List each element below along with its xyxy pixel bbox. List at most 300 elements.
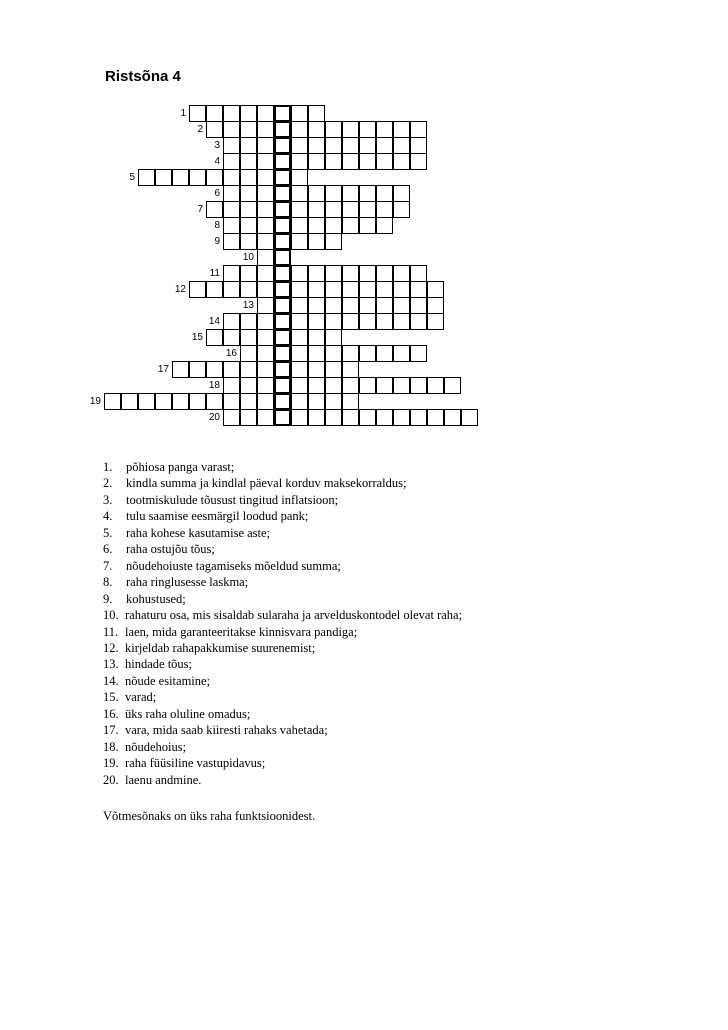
crossword-cell[interactable] [121,393,138,410]
crossword-cell[interactable] [342,185,359,202]
crossword-cell[interactable] [308,281,325,298]
crossword-cell[interactable] [427,377,444,394]
crossword-cell[interactable] [393,153,410,170]
crossword-cell[interactable] [291,297,308,314]
clue-number: 12. [103,640,119,655]
crossword-cell[interactable] [257,393,274,410]
clue-number: 17. [103,723,119,738]
crossword-cell[interactable] [393,201,410,218]
clue-text: laen, mida garanteeritakse kinnisvara pandiga; [125,624,358,639]
crossword-cell[interactable] [376,153,393,170]
crossword-cell[interactable] [240,169,257,186]
crossword-cell[interactable] [393,313,410,330]
crossword-cell[interactable] [410,121,427,138]
crossword-cell[interactable] [257,137,274,154]
crossword-cell[interactable] [240,281,257,298]
crossword-cell[interactable] [410,345,427,362]
crossword-cell[interactable] [257,201,274,218]
crossword-cell[interactable] [308,393,325,410]
clue-number: 9. [103,591,113,606]
crossword-cell[interactable] [410,313,427,330]
crossword-cell[interactable] [359,281,376,298]
clue-number: 3. [103,492,113,507]
clue-text: vara, mida saab kiiresti rahaks vahetada; [125,723,328,738]
clue-number: 19. [103,756,119,771]
crossword-cell[interactable] [325,217,342,234]
clue-number: 11. [103,624,119,639]
clue-item [103,591,462,607]
crossword-cell[interactable] [359,217,376,234]
clue-item [103,574,462,590]
crossword-cell[interactable] [359,201,376,218]
crossword-cell[interactable] [342,297,359,314]
crossword-cell[interactable] [104,393,121,410]
crossword-cell[interactable] [223,233,240,250]
crossword-cell[interactable] [257,409,274,426]
crossword-cell[interactable] [240,185,257,202]
crossword-cell[interactable] [172,361,189,378]
clue-item [103,689,462,705]
page-title: Ristsõna 4 [105,68,181,85]
clue-item [103,772,462,788]
clue-number: 2. [103,476,113,491]
crossword-cell[interactable] [308,233,325,250]
crossword-cell[interactable] [342,345,359,362]
crossword-cell[interactable] [257,281,274,298]
crossword-cell[interactable] [257,169,274,186]
crossword-cell[interactable] [291,233,308,250]
crossword-cell[interactable] [172,169,189,186]
crossword-cell[interactable] [240,345,257,362]
crossword-cell[interactable] [410,281,427,298]
clue-item [103,525,462,541]
clue-text: raha ringlusesse laskma; [126,575,249,590]
crossword-cell[interactable] [240,137,257,154]
crossword-cell[interactable] [359,185,376,202]
crossword-cell[interactable] [172,393,189,410]
crossword-cell[interactable] [308,153,325,170]
key-cell[interactable] [274,329,291,346]
row-number: 13 [242,300,254,311]
crossword-cell[interactable] [291,377,308,394]
crossword-cell[interactable] [291,329,308,346]
crossword-cell[interactable] [308,201,325,218]
crossword-cell[interactable] [342,121,359,138]
key-cell[interactable] [274,361,291,378]
crossword-cell[interactable] [359,137,376,154]
key-cell[interactable] [274,137,291,154]
clue-text: nõudehoiuste tagamiseks mõeldud summa; [126,558,341,573]
crossword-cell[interactable] [257,217,274,234]
clue-item [103,673,462,689]
crossword-cell[interactable] [189,169,206,186]
crossword-cell[interactable] [444,377,461,394]
crossword-cell[interactable] [376,217,393,234]
clue-text: laenu andmine. [125,772,202,787]
key-cell[interactable] [274,297,291,314]
clue-item [103,459,462,475]
crossword-cell[interactable] [325,409,342,426]
crossword-cell[interactable] [240,313,257,330]
clue-number: 14. [103,673,119,688]
crossword-cell[interactable] [206,201,223,218]
crossword-cell[interactable] [308,361,325,378]
crossword-cell[interactable] [376,313,393,330]
row-number: 4 [214,156,220,167]
crossword-cell[interactable] [325,313,342,330]
crossword-cell[interactable] [257,153,274,170]
crossword-cell[interactable] [308,377,325,394]
crossword-cell[interactable] [240,105,257,122]
crossword-cell[interactable] [325,121,342,138]
crossword-cell[interactable] [342,137,359,154]
crossword-cell[interactable] [240,217,257,234]
row-number: 14 [208,316,220,327]
key-cell[interactable] [274,345,291,362]
crossword-cell[interactable] [325,329,342,346]
crossword-cell[interactable] [223,361,240,378]
crossword-cell[interactable] [427,409,444,426]
crossword-cell[interactable] [257,361,274,378]
clue-number: 15. [103,690,119,705]
crossword-cell[interactable] [376,377,393,394]
crossword-cell[interactable] [410,409,427,426]
crossword-cell[interactable] [359,153,376,170]
clue-text: hindade tõus; [125,657,193,672]
crossword-cell[interactable] [410,153,427,170]
row-number: 2 [197,124,203,135]
crossword-cell[interactable] [376,201,393,218]
clue-number: 4. [103,509,113,524]
crossword-cell[interactable] [155,393,172,410]
crossword-cell[interactable] [291,137,308,154]
crossword-cell[interactable] [342,361,359,378]
crossword-cell[interactable] [291,217,308,234]
crossword-cell[interactable] [393,121,410,138]
clue-item [103,607,462,623]
row-number: 5 [129,172,135,183]
crossword-cell[interactable] [223,201,240,218]
key-cell[interactable] [274,377,291,394]
crossword-cell[interactable] [359,345,376,362]
crossword-cell[interactable] [325,281,342,298]
key-cell[interactable] [274,121,291,138]
clue-number: 6. [103,542,113,557]
crossword-cell[interactable] [291,201,308,218]
crossword-cell[interactable] [308,105,325,122]
crossword-cell[interactable] [257,345,274,362]
crossword-cell[interactable] [240,121,257,138]
crossword-cell[interactable] [427,297,444,314]
crossword-cell[interactable] [342,409,359,426]
crossword-cell[interactable] [393,297,410,314]
crossword-cell[interactable] [206,361,223,378]
crossword-cell[interactable] [308,137,325,154]
crossword-cell[interactable] [223,313,240,330]
crossword-cell[interactable] [189,393,206,410]
key-cell[interactable] [274,153,291,170]
key-cell[interactable] [274,409,291,426]
crossword-cell[interactable] [206,121,223,138]
crossword-cell[interactable] [376,297,393,314]
row-number: 11 [209,268,220,279]
crossword-cell[interactable] [206,281,223,298]
clue-item [103,706,462,722]
clue-item [103,508,462,524]
clue-item [103,492,462,508]
key-cell[interactable] [274,281,291,298]
crossword-cell[interactable] [342,281,359,298]
clue-item [103,722,462,738]
crossword-cell[interactable] [223,217,240,234]
clue-item [103,558,462,574]
crossword-cell[interactable] [240,393,257,410]
crossword-cell[interactable] [291,185,308,202]
clue-text: põhiosa panga varast; [126,460,235,474]
crossword-cell[interactable] [444,409,461,426]
row-number: 7 [197,204,203,215]
clue-text: üks raha oluline omadus; [125,706,251,721]
crossword-cell[interactable] [240,153,257,170]
crossword-cell[interactable] [206,169,223,186]
clue-text: kirjeldab rahapakkumise suurenemist; [125,640,316,655]
crossword-cell[interactable] [393,137,410,154]
clue-text: raha kohese kasutamise aste; [126,525,271,540]
crossword-cell[interactable] [325,393,342,410]
crossword-cell[interactable] [308,217,325,234]
crossword-cell[interactable] [223,377,240,394]
clue-text: raha füüsiline vastupidavus; [125,756,266,771]
row-number: 1 [180,108,186,119]
keyword-note: Võtmesõnaks on üks raha funktsioonidest. [103,809,316,823]
crossword-cell[interactable] [427,313,444,330]
key-cell[interactable] [274,217,291,234]
crossword-cell[interactable] [410,265,427,282]
clue-item [103,739,462,755]
crossword-cell[interactable] [376,121,393,138]
clue-item [103,640,462,656]
crossword-cell[interactable] [376,185,393,202]
row-number: 6 [214,188,220,199]
crossword-cell[interactable] [291,169,308,186]
row-number: 8 [214,220,220,231]
clue-text: nõudehoius; [125,739,187,754]
row-number: 10 [242,252,254,263]
crossword-cell[interactable] [342,393,359,410]
crossword-cell[interactable] [393,185,410,202]
crossword-cell[interactable] [359,313,376,330]
crossword-grid [0,0,728,440]
crossword-cell[interactable] [393,377,410,394]
crossword-cell[interactable] [223,121,240,138]
crossword-cell[interactable] [359,121,376,138]
crossword-cell[interactable] [291,361,308,378]
crossword-cell[interactable] [206,105,223,122]
crossword-cell[interactable] [393,409,410,426]
clue-item [103,541,462,557]
row-number: 18 [208,380,220,391]
crossword-cell[interactable] [393,345,410,362]
crossword-cell[interactable] [257,105,274,122]
clue-item [103,475,462,491]
clue-text: rahaturu osa, mis sisaldab sularaha ja arvelduskontodel olevat raha; [125,608,463,623]
crossword-cell[interactable] [223,393,240,410]
key-cell[interactable] [274,393,291,410]
crossword-cell[interactable] [410,137,427,154]
crossword-cell[interactable] [240,329,257,346]
crossword-cell[interactable] [308,121,325,138]
key-cell[interactable] [274,233,291,250]
crossword-cell[interactable] [223,409,240,426]
crossword-cell[interactable] [189,361,206,378]
row-number: 12 [174,284,186,295]
crossword-cell[interactable] [257,121,274,138]
clue-number: 7. [103,558,113,573]
key-cell[interactable] [274,313,291,330]
crossword-cell[interactable] [223,281,240,298]
crossword-cell[interactable] [223,265,240,282]
crossword-cell[interactable] [410,377,427,394]
clue-text: kindla summa ja kindlal päeval korduv maksekorraldus; [126,476,407,491]
crossword-cell[interactable] [376,345,393,362]
crossword-cell[interactable] [257,233,274,250]
crossword-cell[interactable] [257,377,274,394]
row-number: 3 [214,140,220,151]
row-number: 19 [89,396,101,407]
clue-number: 13. [103,657,119,672]
clue-number: 5. [103,525,113,540]
crossword-cell[interactable] [189,281,206,298]
crossword-cell[interactable] [342,313,359,330]
crossword-cell[interactable] [342,217,359,234]
crossword-cell[interactable] [240,409,257,426]
crossword-cell[interactable] [155,169,172,186]
crossword-cell[interactable] [257,265,274,282]
crossword-cell[interactable] [240,201,257,218]
crossword-cell[interactable] [138,393,155,410]
clue-item [103,656,462,672]
crossword-cell[interactable] [291,121,308,138]
clue-number: 10. [103,608,119,623]
crossword-cell[interactable] [342,265,359,282]
crossword-cell[interactable] [325,233,342,250]
crossword-cell[interactable] [223,329,240,346]
crossword-cell[interactable] [291,105,308,122]
crossword-cell[interactable] [376,137,393,154]
crossword-cell[interactable] [325,361,342,378]
crossword-cell[interactable] [291,153,308,170]
crossword-cell[interactable] [308,297,325,314]
clue-text: varad; [125,690,157,705]
crossword-cell[interactable] [291,409,308,426]
clue-text: nõude esitamine; [125,673,211,688]
crossword-cell[interactable] [223,137,240,154]
clue-list [103,459,462,788]
crossword-cell[interactable] [325,137,342,154]
crossword-cell[interactable] [291,313,308,330]
crossword-cell[interactable] [342,153,359,170]
crossword-cell[interactable] [325,377,342,394]
crossword-cell[interactable] [325,201,342,218]
key-cell[interactable] [274,185,291,202]
crossword-cell[interactable] [308,265,325,282]
crossword-cell[interactable] [257,185,274,202]
crossword-cell[interactable] [206,393,223,410]
crossword-cell[interactable] [410,297,427,314]
crossword-cell[interactable] [393,281,410,298]
crossword-cell[interactable] [223,153,240,170]
crossword-cell[interactable] [240,377,257,394]
clue-number: 16. [103,706,119,721]
crossword-cell[interactable] [325,297,342,314]
key-cell[interactable] [274,105,291,122]
crossword-cell[interactable] [189,105,206,122]
crossword-cell[interactable] [325,265,342,282]
crossword-cell[interactable] [325,185,342,202]
clue-text: tootmiskulude tõusust tingitud inflatsioon; [126,492,339,507]
crossword-cell[interactable] [291,393,308,410]
key-cell[interactable] [274,265,291,282]
row-number: 17 [157,364,169,375]
clue-number: 20. [103,772,119,787]
crossword-cell[interactable] [291,345,308,362]
crossword-cell[interactable] [359,409,376,426]
crossword-cell[interactable] [138,169,155,186]
key-cell[interactable] [274,201,291,218]
crossword-cell[interactable] [240,233,257,250]
crossword-cell[interactable] [427,281,444,298]
crossword-cell[interactable] [325,345,342,362]
crossword-cell[interactable] [223,105,240,122]
crossword-cell[interactable] [257,329,274,346]
crossword-cell[interactable] [308,313,325,330]
crossword-cell[interactable] [461,409,478,426]
crossword-cell[interactable] [393,265,410,282]
crossword-cell[interactable] [240,265,257,282]
clue-number: 8. [103,575,113,590]
crossword-cell[interactable] [376,281,393,298]
clue-number: 1. [103,460,113,474]
crossword-cell[interactable] [359,297,376,314]
crossword-cell[interactable] [342,201,359,218]
clue-item [103,624,462,640]
crossword-cell[interactable] [240,361,257,378]
crossword-cell[interactable] [359,377,376,394]
clue-text: tulu saamise eesmärgil loodud pank; [126,509,309,524]
crossword-cell[interactable] [257,313,274,330]
crossword-cell[interactable] [308,185,325,202]
crossword-cell[interactable] [257,249,274,266]
crossword-cell[interactable] [291,281,308,298]
crossword-cell[interactable] [308,329,325,346]
key-cell[interactable] [274,169,291,186]
crossword-cell[interactable] [359,265,376,282]
crossword-cell[interactable] [308,345,325,362]
crossword-cell[interactable] [325,153,342,170]
clue-item [103,755,462,771]
crossword-cell[interactable] [206,329,223,346]
crossword-cell[interactable] [376,409,393,426]
crossword-cell[interactable] [308,409,325,426]
crossword-cell[interactable] [342,377,359,394]
row-number: 15 [191,332,203,343]
crossword-cell[interactable] [223,169,240,186]
crossword-cell[interactable] [257,297,274,314]
key-cell[interactable] [274,249,291,266]
crossword-cell[interactable] [376,265,393,282]
crossword-cell[interactable] [291,265,308,282]
crossword-cell[interactable] [223,185,240,202]
